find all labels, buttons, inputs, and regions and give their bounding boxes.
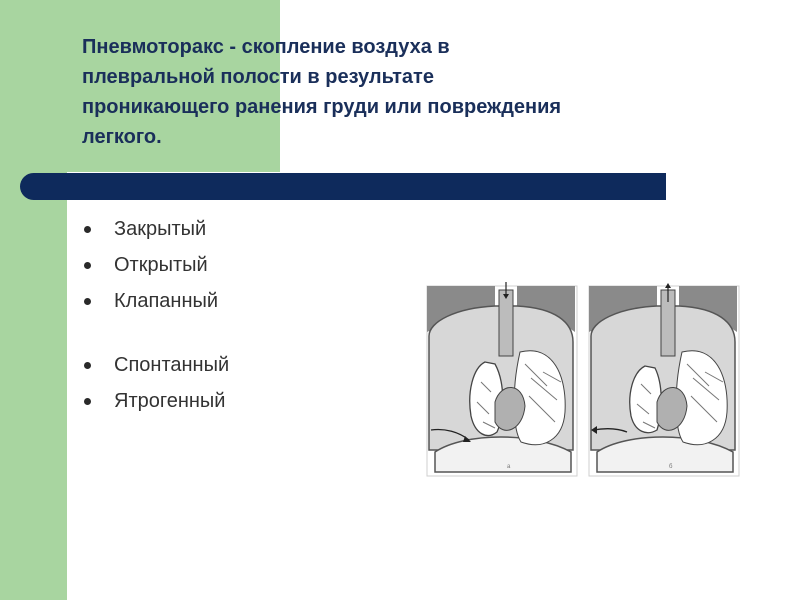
panel-a [427,282,577,476]
pneumothorax-illustration [425,282,745,482]
bullet-label: Ятрогенный [114,390,226,412]
bullet-dot-icon [84,298,91,305]
slide-title [82,32,742,152]
bullet-item-closed [82,214,229,250]
bullet-dot-icon [84,262,91,269]
bullet-label: Клапанный [114,290,219,312]
bullet-list [82,214,229,422]
bullet-dot-icon [84,362,91,369]
bullet-label: Спонтанный [114,354,230,376]
title-line-1: Пневмоторакс - скопление воздуха в [82,36,450,58]
lung-diagram-svg [425,282,745,482]
title-divider-bar [20,173,666,200]
bullet-item-valvular [82,286,229,322]
bullet-dot-icon [84,398,91,405]
title-line-2: плевральной полости в результате [82,66,434,88]
panel-a-label: а [507,464,511,470]
panel-b [589,283,739,476]
bullet-label: Закрытый [114,218,207,240]
bullet-label: Открытый [114,254,208,276]
bullet-item-iatrogenic [82,386,229,422]
title-line-3: проникающего ранения груди или повреждения [82,96,562,118]
bullet-item-spontaneous [82,350,229,386]
title-line-4: легкого. [82,126,162,148]
bullet-dot-icon [84,226,91,233]
panel-b-label: б [669,464,673,470]
bullet-item-open [82,250,229,286]
